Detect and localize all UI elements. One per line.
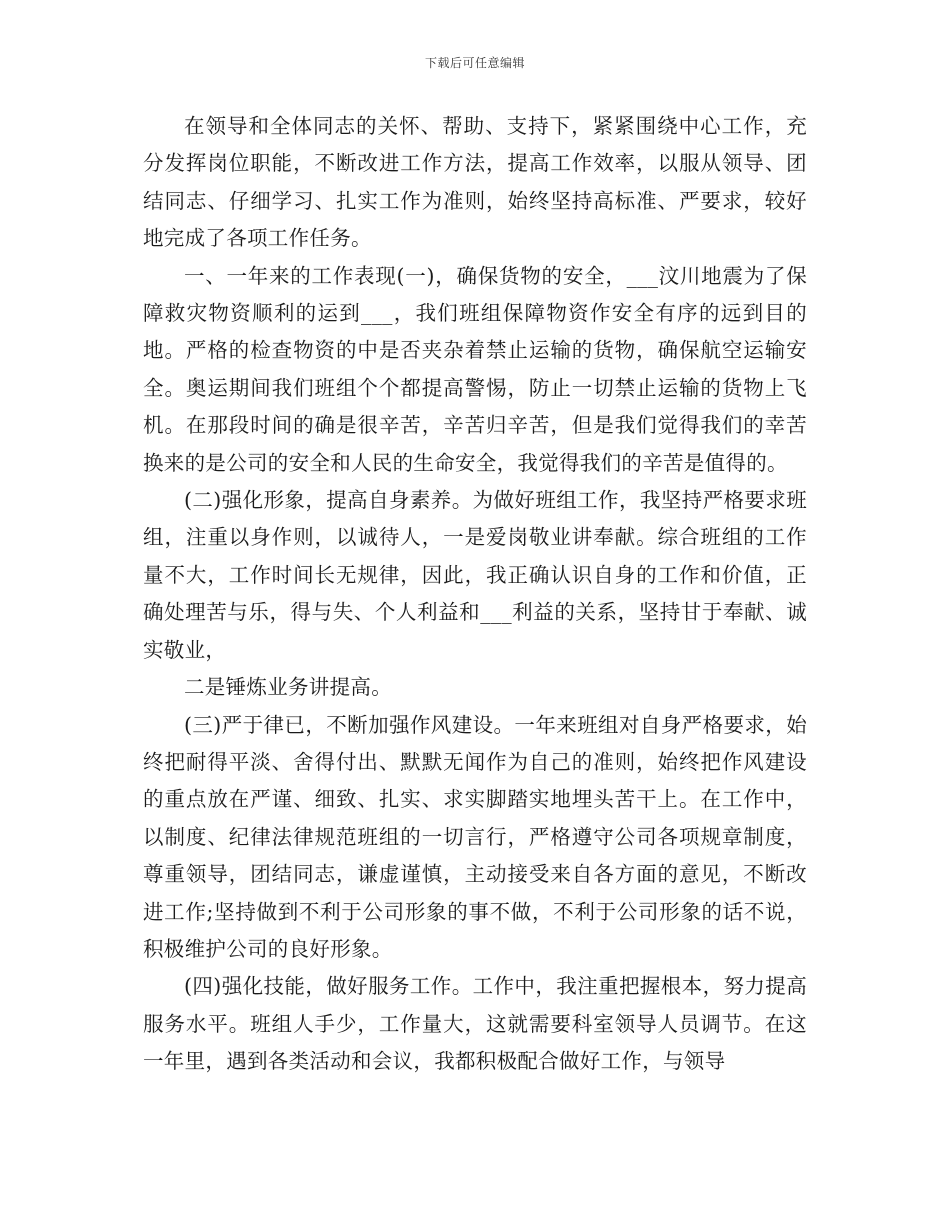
- paragraph-section-4: (四)强化技能，做好服务工作。工作中，我注重把握根本，努力提高服务水平。班组人手少，工作量大，这就需要科室领导人员调节。在这一年里，遇到各类活动和会议，我都积极配合做好工作，与领导: [143, 974, 807, 1074]
- paragraph-section-2-point: 二是锤炼业务讲提高。: [184, 675, 392, 700]
- page-header-note: 下载后可任意编辑: [424, 56, 525, 70]
- paragraph-intro: 在领导和全体同志的关怀、帮助、支持下，紧紧围绕中心工作，充分发挥岗位职能，不断改进工作方法，提高工作效率，以服从领导、团结同志、仔细学习、扎实工作为准则，始终坚持高标准、严要求，较好地完成了各项工作任务。: [143, 114, 807, 251]
- document-body: [143, 108, 807, 1081]
- paragraph-section-1: 一、一年来的工作表现(一)，确保货物的安全，___汶川地震为了保障救灾物资顺利的运到___，我们班组保障物资作安全有序的远到目的地。严格的检查物资的中是否夹杂着禁止运输的货物，确保航空运输安全。奥运期间我们班组个个都提高警惕，防止一切禁止运输的货物上飞机。在那段时间的确是很辛苦，辛苦归辛苦，但是我们觉得我们的幸苦换来的是公司的安全和人民的生命安全，我觉得我们的辛苦是值得的。: [143, 263, 807, 475]
- paragraph-section-3: (三)严于律已，不断加强作风建设。一年来班组对自身严格要求，始终把耐得平淡、舍得付出、默默无闻作为自己的准则，始终把作风建设的重点放在严谨、细致、扎实、求实脚踏实地埋头苦干上。在工作中，以制度、纪律法律规范班组的一切言行，严格遵守公司各项规章制度，尊重领导，团结同志，谦虚谨慎，主动接受来自各方面的意见，不断改进工作;坚持做到不利于公司形象的事不做，不利于公司形象的话不说，积极维护公司的良好形象。: [143, 712, 807, 961]
- paragraph-section-2: (二)强化形象，提高自身素养。为做好班组工作，我坚持严格要求班组，注重以身作则，以诚待人，一是爱岗敬业讲奉献。综合班组的工作量不大，工作时间长无规律，因此，我正确认识自身的工作和价值，正确处理苦与乐，得与失、个人利益和___利益的关系，坚持甘于奉献、诚实敬业，: [143, 488, 807, 662]
